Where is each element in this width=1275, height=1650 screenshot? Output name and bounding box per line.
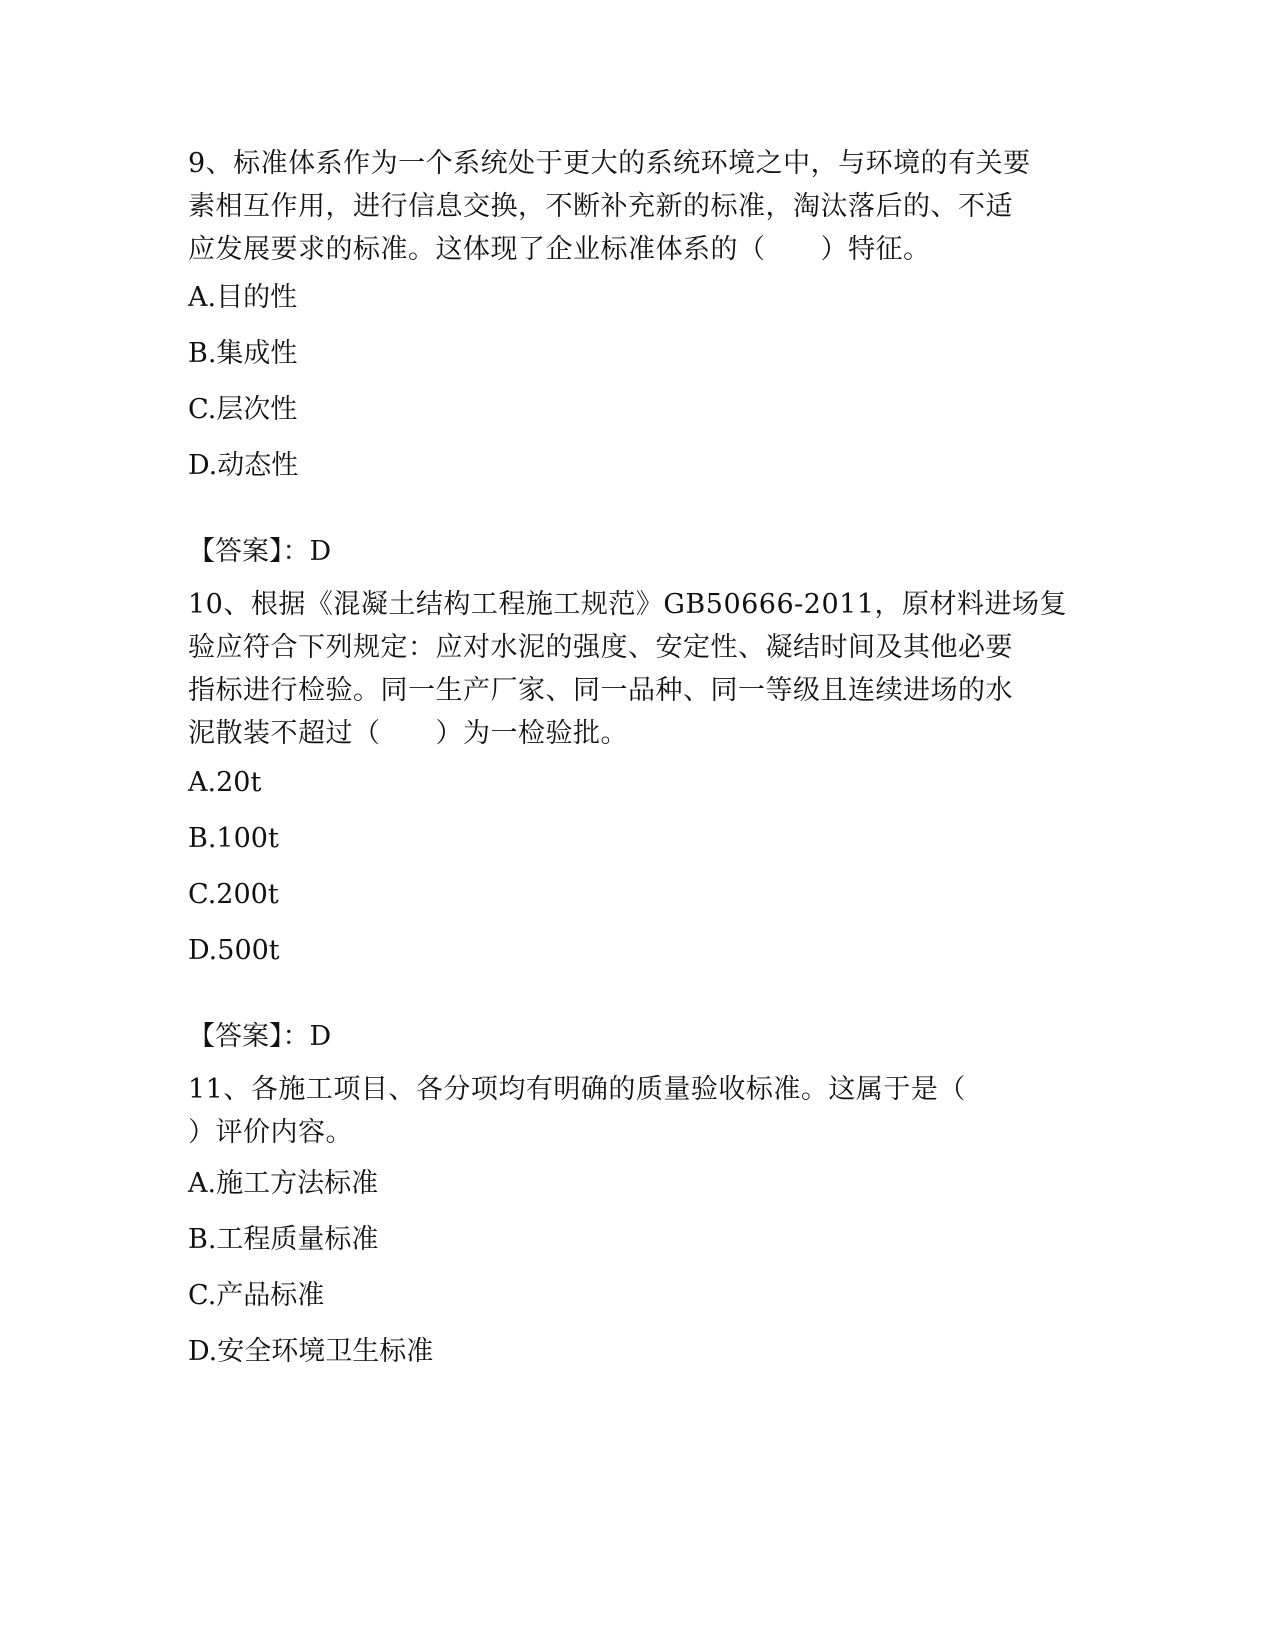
option-d: D.500t bbox=[188, 935, 280, 966]
answer-9 bbox=[188, 530, 1088, 573]
question-stem-line: ）评价内容。 bbox=[188, 1117, 353, 1148]
question-stem-line: 应发展要求的标准。这体现了企业标准体系的（ ）特征。 bbox=[188, 234, 931, 265]
answer-label: 【答案】：D bbox=[188, 536, 332, 567]
question-stem-line: 泥散装不超过（ ）为一检验批。 bbox=[188, 718, 628, 749]
option-d: D.动态性 bbox=[188, 450, 299, 481]
option-a: A.施工方法标准 bbox=[188, 1168, 379, 1199]
answer-label: 【答案】：D bbox=[188, 1021, 332, 1052]
option-c: C.层次性 bbox=[188, 394, 298, 425]
option-b: B.工程质量标准 bbox=[188, 1224, 379, 1255]
question-stem-line: 验应符合下列规定：应对水泥的强度、安定性、凝结时间及其他必要 bbox=[188, 632, 1013, 663]
option-d: D.安全环境卫生标准 bbox=[188, 1336, 434, 1367]
option-b: B.集成性 bbox=[188, 338, 298, 369]
question-stem-line: 素相互作用，进行信息交换，不断补充新的标准，淘汰落后的、不适 bbox=[188, 191, 1013, 222]
answer-10 bbox=[188, 1015, 1088, 1058]
question-10 bbox=[188, 583, 1088, 755]
question-stem-line: 指标进行检验。同一生产厂家、同一品种、同一等级且连续进场的水 bbox=[188, 675, 1013, 706]
question-stem-line: 9、标准体系作为一个系统处于更大的系统环境之中，与环境的有关要 bbox=[188, 148, 1031, 179]
question-10-options bbox=[188, 755, 1088, 979]
question-11 bbox=[188, 1068, 1088, 1154]
question-11-options bbox=[188, 1156, 1088, 1380]
question-9-options bbox=[188, 270, 1088, 494]
option-b: B.100t bbox=[188, 823, 279, 854]
question-stem-line: 11、各施工项目、各分项均有明确的质量验收标准。这属于是（ bbox=[188, 1074, 966, 1105]
question-stem-line: 10、根据《混凝土结构工程施工规范》GB50666-2011，原材料进场复 bbox=[188, 589, 1067, 620]
question-9 bbox=[188, 142, 1088, 271]
option-a: A.20t bbox=[188, 767, 262, 798]
option-a: A.目的性 bbox=[188, 282, 298, 313]
option-c: C.产品标准 bbox=[188, 1280, 325, 1311]
option-c: C.200t bbox=[188, 879, 279, 910]
